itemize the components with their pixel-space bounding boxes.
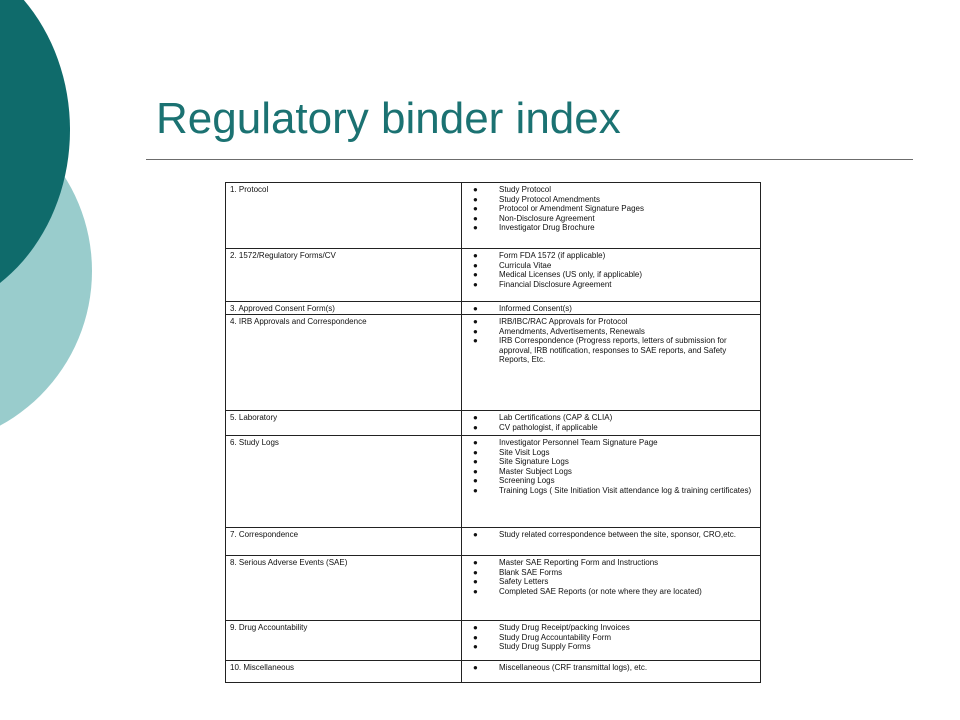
list-item-text: Study Drug Supply Forms	[499, 642, 591, 652]
bullet-icon: ●	[473, 304, 478, 313]
list-item-text: Informed Consent(s)	[499, 304, 572, 313]
bullet-icon: ●	[473, 270, 478, 280]
section-name: 2. 1572/Regulatory Forms/CV	[226, 249, 462, 302]
list-item-text: Site Signature Logs	[499, 457, 569, 467]
list-item	[466, 633, 756, 643]
bullet-icon: ●	[473, 586, 478, 596]
list-item-text: Curricula Vitae	[499, 260, 552, 270]
list-item-text: Completed SAE Reports (or note where they are located)	[499, 586, 702, 596]
list-item-text: Miscellaneous (CRF transmittal logs), etc.	[499, 663, 648, 672]
bullet-icon: ●	[473, 447, 478, 457]
bullet-icon: ●	[473, 457, 478, 467]
section-contents	[462, 621, 761, 661]
bullet-icon: ●	[473, 577, 478, 587]
list-item-text: Lab Certifications (CAP & CLIA)	[499, 413, 613, 422]
list-item-text: Form FDA 1572 (if applicable)	[499, 251, 606, 260]
list-item	[466, 261, 756, 271]
section-item-list	[466, 530, 756, 540]
list-item	[466, 577, 756, 587]
binder-section-row	[226, 183, 761, 249]
bullet-icon: ●	[473, 558, 478, 567]
binder-section-row	[226, 556, 761, 621]
section-contents	[462, 411, 761, 436]
binder-section-row	[226, 411, 761, 436]
list-item-text: Site Visit Logs	[499, 447, 550, 457]
list-item-text: Study Drug Receipt/packing Invoices	[499, 623, 630, 632]
bullet-icon: ●	[473, 422, 478, 432]
bullet-icon: ●	[473, 632, 478, 642]
section-item-list	[466, 317, 756, 365]
list-item-text: Investigator Personnel Team Signature Page	[499, 438, 658, 447]
bullet-icon: ●	[473, 251, 478, 260]
section-contents	[462, 661, 761, 683]
list-item-text: Amendments, Advertisements, Renewals	[499, 326, 645, 336]
list-item	[466, 270, 756, 280]
section-item-list	[466, 623, 756, 652]
list-item	[466, 558, 756, 568]
list-item	[466, 251, 756, 261]
list-item-text: CV pathologist, if applicable	[499, 422, 598, 432]
section-name: 10. Miscellaneous	[226, 661, 462, 683]
list-item-text: Blank SAE Forms	[499, 567, 563, 577]
list-item	[466, 204, 756, 214]
list-item-text: Investigator Drug Brochure	[499, 223, 595, 233]
list-item	[466, 280, 756, 290]
section-name: 9. Drug Accountability	[226, 621, 462, 661]
list-item	[466, 214, 756, 224]
list-item	[466, 448, 756, 458]
list-item	[466, 568, 756, 578]
bullet-icon: ●	[473, 438, 478, 447]
list-item	[466, 195, 756, 205]
list-item	[466, 304, 756, 314]
section-item-list	[466, 558, 756, 596]
list-item-text: Medical Licenses (US only, if applicable)	[499, 270, 643, 280]
section-item-list	[466, 304, 756, 314]
section-name: 1. Protocol	[226, 183, 462, 249]
bullet-icon: ●	[473, 223, 478, 233]
section-item-list	[466, 663, 756, 673]
list-item	[466, 438, 756, 448]
list-item	[466, 467, 756, 477]
section-contents	[462, 556, 761, 621]
section-contents	[462, 528, 761, 556]
list-item-text: Master SAE Reporting Form and Instructions	[499, 558, 659, 567]
list-item-text: Study Protocol Amendments	[499, 194, 600, 204]
section-name: 4. IRB Approvals and Correspondence	[226, 315, 462, 411]
section-name: 6. Study Logs	[226, 436, 462, 528]
section-contents	[462, 436, 761, 528]
binder-index-body	[226, 183, 761, 683]
bullet-icon: ●	[473, 623, 478, 632]
section-name: 7. Correspondence	[226, 528, 462, 556]
binder-section-row	[226, 315, 761, 411]
list-item-text: Study Drug Accountability Form	[499, 632, 612, 642]
list-item	[466, 457, 756, 467]
bullet-icon: ●	[473, 317, 478, 326]
section-name: 8. Serious Adverse Events (SAE)	[226, 556, 462, 621]
section-contents	[462, 183, 761, 249]
bullet-icon: ●	[473, 260, 478, 270]
list-item-text: Safety Letters	[499, 577, 549, 587]
bullet-icon: ●	[473, 204, 478, 214]
list-item-text: Financial Disclosure Agreement	[499, 279, 612, 289]
list-item-text: IRB/IBC/RAC Approvals for Protocol	[499, 317, 628, 326]
section-item-list	[466, 438, 756, 496]
title-divider	[146, 159, 913, 160]
section-item-list	[466, 413, 756, 432]
section-name: 3. Approved Consent Form(s)	[226, 302, 462, 315]
binder-section-row	[226, 249, 761, 302]
section-contents	[462, 315, 761, 411]
section-contents	[462, 249, 761, 302]
list-item	[466, 530, 756, 540]
section-contents	[462, 302, 761, 315]
list-item	[466, 423, 756, 433]
binder-section-row	[226, 302, 761, 315]
bullet-icon: ●	[473, 663, 478, 672]
list-item	[466, 642, 756, 652]
bullet-icon: ●	[473, 476, 478, 486]
list-item-text: Screening Logs	[499, 476, 555, 486]
list-item	[466, 476, 756, 486]
list-item	[466, 185, 756, 195]
section-item-list	[466, 185, 756, 233]
list-item	[466, 663, 756, 673]
list-item-text: Non-Disclosure Agreement	[499, 213, 595, 223]
list-item	[466, 336, 756, 365]
bullet-icon: ●	[473, 336, 478, 346]
binder-section-row	[226, 436, 761, 528]
list-item	[466, 223, 756, 233]
binder-section-row	[226, 621, 761, 661]
bullet-icon: ●	[473, 185, 478, 194]
list-item-text: Study Protocol	[499, 185, 552, 194]
bullet-icon: ●	[473, 213, 478, 223]
list-item	[466, 413, 756, 423]
list-item	[466, 587, 756, 597]
list-item-text: Master Subject Logs	[499, 466, 572, 476]
list-item-text: IRB Correspondence (Progress reports, letters of submission for approval, IRB notification, responses to SAE reports, and Safety Reports, Etc.	[499, 336, 727, 365]
bullet-icon: ●	[473, 567, 478, 577]
bullet-icon: ●	[473, 326, 478, 336]
list-item-text: Study related correspondence between the site, sponsor, CRO,etc.	[499, 530, 737, 539]
list-item-text: Training Logs ( Site Initiation Visit attendance log & training certificates)	[499, 485, 752, 495]
binder-index-table	[225, 182, 761, 683]
binder-section-row	[226, 661, 761, 683]
section-item-list	[466, 251, 756, 289]
list-item	[466, 317, 756, 327]
bullet-icon: ●	[473, 466, 478, 476]
bullet-icon: ●	[473, 279, 478, 289]
bullet-icon: ●	[473, 485, 478, 495]
bullet-icon: ●	[473, 642, 478, 652]
bullet-icon: ●	[473, 194, 478, 204]
section-name: 5. Laboratory	[226, 411, 462, 436]
binder-section-row	[226, 528, 761, 556]
list-item	[466, 486, 756, 496]
list-item	[466, 327, 756, 337]
list-item	[466, 623, 756, 633]
slide-title: Regulatory binder index	[156, 94, 621, 143]
list-item-text: Protocol or Amendment Signature Pages	[499, 204, 644, 214]
bullet-icon: ●	[473, 413, 478, 422]
bullet-icon: ●	[473, 530, 478, 539]
